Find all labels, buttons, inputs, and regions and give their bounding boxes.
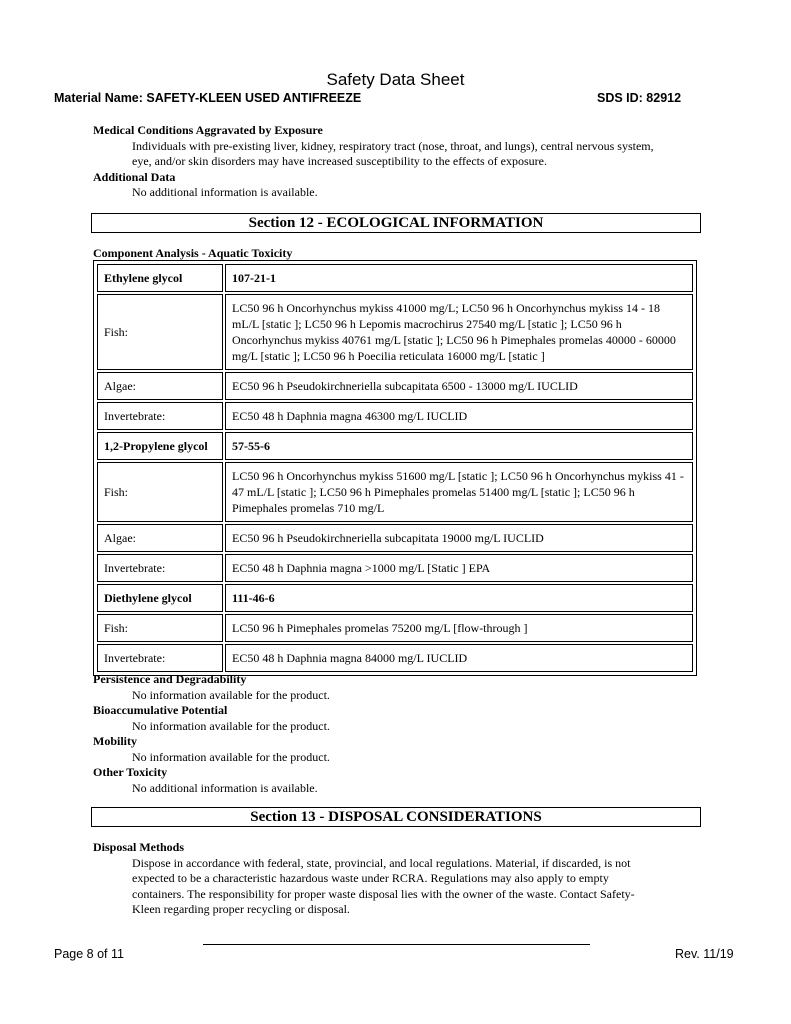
toxicity-row [97,554,693,582]
disposal-methods-heading: Disposal Methods [93,840,185,854]
other-toxicity-heading: Other Toxicity [93,765,168,779]
toxicity-value: LC50 96 h Pimephales promelas 75200 mg/L [flow-through ] [225,614,693,642]
footer-divider [203,944,590,945]
persistence-text: No information available for the product. [132,687,330,702]
document-title: Safety Data Sheet [326,70,465,89]
mobility-heading: Mobility [93,734,137,748]
disposal-methods-block [93,840,703,918]
medical-text-1: Individuals with pre-existing liver, kidney, respiratory tract (nose, throat, and lungs), central nervous system, [132,138,654,153]
cas-number: 111-46-6 [225,584,693,612]
cas-number: 57-55-6 [225,432,693,460]
revision-date: Rev. 11/19 [675,947,734,961]
page-number: Page 8 of 11 [54,947,124,961]
organism-label: Fish: [97,462,223,522]
disposal-line-2: expected to be a characteristic hazardous waste under RCRA. Regulations may also apply to empty [132,871,609,885]
bioaccumulative-text: No information available for the product. [132,718,330,733]
medical-text-2: eye, and/or skin disorders may have increased susceptibility to the effects of exposure. [132,154,547,168]
toxicity-value: EC50 96 h Pseudokirchneriella subcapitata 6500 - 13000 mg/L IUCLID [225,372,693,400]
toxicity-value: EC50 96 h Pseudokirchneriella subcapitata 19000 mg/L IUCLID [225,524,693,552]
aquatic-toxicity-table [93,260,697,676]
toxicity-value: EC50 48 h Daphnia magna >1000 mg/L [Static ] EPA [225,554,693,582]
organism-label: Fish: [97,614,223,642]
mobility-text: No information available for the product. [132,749,330,764]
section-12-header: Section 12 - ECOLOGICAL INFORMATION [91,213,701,233]
medical-heading: Medical Conditions Aggravated by Exposure [93,123,323,137]
toxicity-row [97,614,693,642]
toxicity-row [97,644,693,672]
bioaccumulative-heading: Bioaccumulative Potential [93,703,228,717]
component-analysis-caption: Component Analysis - Aquatic Toxicity [93,246,293,260]
component-row [97,584,693,612]
toxicity-row [97,372,693,400]
organism-label: Algae: [97,372,223,400]
material-name: Material Name: SAFETY-KLEEN USED ANTIFREEZE [54,91,362,105]
cas-number: 107-21-1 [225,264,693,292]
toxicity-value: LC50 96 h Oncorhynchus mykiss 51600 mg/L [static ]; LC50 96 h Oncorhynchus mykiss 41 - 47 mL/L [static ]; LC50 96 h Pimephales promelas 51400 mg/L [static ]; LC50 96 h Pimephales promelas 710 mg/L [225,462,693,522]
disposal-line-3: containers. The responsibility for proper waste disposal lies with the owner of the waste. Contact Safety- [132,886,635,901]
organism-label: Algae: [97,524,223,552]
component-name: Diethylene glycol [97,584,223,612]
toxicity-value: EC50 48 h Daphnia magna 46300 mg/L IUCLID [225,402,693,430]
toxicity-value: LC50 96 h Oncorhynchus mykiss 41000 mg/L; LC50 96 h Oncorhynchus mykiss 14 - 18 mL/L [static ]; LC50 96 h Lepomis macrochirus 27540 mg/L [static ]; LC50 96 h Oncorhynchus mykiss 40761 mg/L [static ]; LC50 96 h Pimephales promelas 40000 - 60000 mg/L [static ]; LC50 96 h Poecilia reticulata 16000 mg/L [static ] [225,294,693,370]
persistence-heading: Persistence and Degradability [93,672,247,686]
toxicity-row [97,402,693,430]
component-row [97,432,693,460]
organism-label: Invertebrate: [97,644,223,672]
component-name: 1,2-Propylene glycol [97,432,223,460]
component-row [97,264,693,292]
toxicity-row [97,294,693,370]
section-13-header: Section 13 - DISPOSAL CONSIDERATIONS [91,807,701,827]
toxicity-row [97,462,693,522]
disposal-line-4: Kleen regarding proper recycling or disposal. [132,902,350,916]
medical-conditions-block [93,123,703,201]
additional-text: No additional information is available. [132,185,318,199]
toxicity-value: EC50 48 h Daphnia magna 84000 mg/L IUCLID [225,644,693,672]
organism-label: Fish: [97,294,223,370]
disposal-line-1: Dispose in accordance with federal, state, provincial, and local regulations. Material, if discarded, is not [132,855,631,870]
other-toxicity-text: No additional information is available. [132,780,318,795]
toxicity-row [97,524,693,552]
additional-heading: Additional Data [93,169,176,184]
organism-label: Invertebrate: [97,402,223,430]
ecological-notes-block [93,672,703,796]
sds-id: SDS ID: 82912 [597,91,682,105]
component-name: Ethylene glycol [97,264,223,292]
organism-label: Invertebrate: [97,554,223,582]
